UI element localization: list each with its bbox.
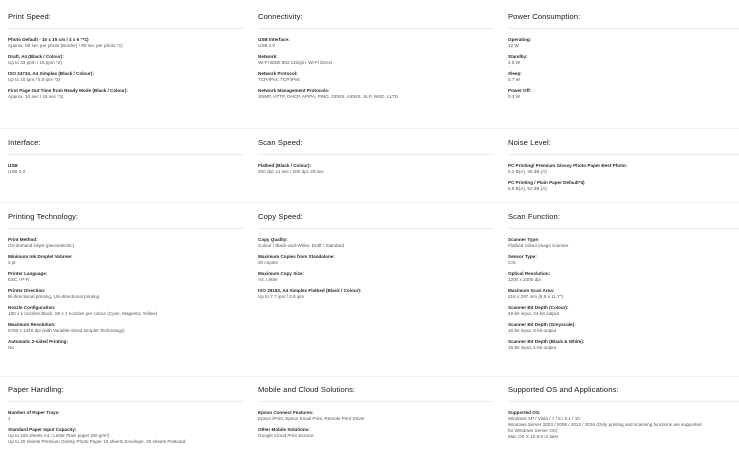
spec-item — [508, 305, 739, 317]
spec-value-line: 1 — [8, 416, 11, 421]
spec-value — [8, 260, 244, 266]
section-rule — [8, 28, 244, 29]
spec-label: Copy Quality: — [258, 237, 288, 242]
spec-label: Scanner Bit Depth (Greyscale): — [508, 322, 576, 327]
section-rule — [258, 401, 494, 402]
spec-item — [258, 254, 494, 266]
spec-value — [258, 416, 494, 422]
spec-label: Standby: — [508, 54, 528, 59]
spec-label: Power Off: — [508, 88, 532, 93]
spec-value — [8, 345, 244, 351]
spec-value-line: 48-bit input, 24-bit output — [508, 311, 559, 316]
spec-value-line: USB 2.0 — [258, 43, 276, 48]
section-rule — [258, 28, 494, 29]
spec-value — [508, 328, 739, 334]
spec-label: USB Interface: — [258, 37, 290, 42]
section-rule — [508, 401, 739, 402]
spec-value-line: 20 copies — [258, 260, 278, 265]
spec-item — [508, 271, 739, 283]
spec-item — [258, 427, 494, 439]
spec-value — [508, 60, 739, 66]
section-title: Paper Handling: — [8, 385, 64, 394]
spec-value — [258, 277, 494, 283]
spec-label: Printer Language: — [8, 271, 48, 276]
row-divider — [0, 202, 739, 203]
spec-item — [8, 339, 244, 351]
spec-label: Supported OS: — [508, 410, 541, 415]
spec-item — [8, 237, 244, 249]
spec-value — [258, 243, 494, 249]
spec-item — [8, 163, 244, 175]
spec-item — [8, 305, 244, 317]
section-title: Mobile and Cloud Solutions: — [258, 385, 356, 394]
spec-value — [8, 416, 244, 422]
section-mobile-cloud — [258, 385, 494, 444]
spec-item — [508, 180, 739, 192]
section-rule — [8, 401, 244, 402]
spec-label: Maximum Copy Size: — [258, 271, 304, 276]
spec-item — [8, 427, 244, 445]
spec-value-line: 0.7 W — [508, 77, 520, 82]
spec-item — [258, 288, 494, 300]
spec-label: Number of Paper Trays: — [8, 410, 60, 415]
spec-item — [8, 322, 244, 334]
spec-label: PC Printing / Plain Paper Default*4) — [508, 180, 585, 185]
spec-item — [8, 71, 244, 83]
spec-label: Nozzle Configuration: — [8, 305, 56, 310]
spec-value-line: Up to 20 sheets Premium Glossy Photo Paper 10 sheets Envelope, 30 sheets Postcard — [8, 439, 186, 444]
spec-label: Sensor Type: — [508, 254, 537, 259]
spec-label: Operating: — [508, 37, 532, 42]
section-noise-level — [508, 138, 739, 197]
spec-value-line: Google Cloud Print Service — [258, 433, 314, 438]
spec-value-line: Flatbed colour image scanner — [508, 243, 569, 248]
spec-value-line: 16-bit input, 1-bit output — [508, 345, 557, 350]
section-rule — [508, 28, 739, 29]
section-scan-function — [508, 212, 739, 356]
spec-item — [8, 254, 244, 266]
spec-value — [508, 294, 739, 300]
section-title: Scan Function: — [508, 212, 561, 221]
spec-value-line: 3 pl — [8, 260, 16, 265]
spec-item — [258, 37, 494, 49]
spec-value-line: 5760 x 1440 dpi (with Variable-Sized Droplet Technology) — [8, 328, 125, 333]
section-interface — [8, 138, 244, 180]
spec-value-line: Mac OS X 10.6.8 or later — [508, 434, 559, 439]
spec-value — [508, 311, 739, 317]
spec-value — [8, 433, 244, 445]
spec-label: Scanner Bit Depth (Colour): — [508, 305, 569, 310]
spec-label: Maximum Copies from Standalone: — [258, 254, 335, 259]
spec-item — [508, 254, 739, 266]
spec-value-line: Windows XP / Vista / 7 / 8 / 8.1 / 10 — [508, 416, 580, 421]
section-rule — [258, 154, 494, 155]
spec-label: Network: — [258, 54, 278, 59]
section-rule — [508, 228, 739, 229]
spec-item — [508, 288, 739, 300]
spec-value — [508, 77, 739, 83]
spec-value — [258, 260, 494, 266]
spec-value-line: Windows Server 2003 / 2008 / 2012 / 2016 (Only printing and scanning functions are supported — [508, 422, 702, 427]
spec-value-line: Approx. 69 sec per photo (Border) / 90 sec per photo *1) — [8, 43, 123, 48]
spec-value — [258, 43, 494, 49]
spec-value — [508, 94, 739, 100]
spec-value-line: USB 2.0 — [8, 169, 26, 174]
spec-value-line: Wi-Fi IEEE 802.11b/g/n, Wi-Fi Direct — [258, 60, 333, 65]
spec-label: Photo Default - 10 x 15 cm / 4 x 6 "*1) — [8, 37, 89, 42]
spec-value-line: Up to 10 ipm / 5.0 ipm *3) — [8, 77, 61, 82]
spec-value — [258, 60, 494, 66]
spec-item — [8, 88, 244, 100]
spec-value — [8, 43, 244, 49]
spec-value-line: 1200 x 2400 dpi — [508, 277, 541, 282]
spec-item — [258, 410, 494, 422]
spec-label: Draft, A4 (Black / Colour): — [8, 54, 64, 59]
spec-value — [8, 169, 244, 175]
section-rule — [8, 228, 244, 229]
spec-item — [8, 271, 244, 283]
spec-value-line: Approx. 10 sec / 16 sec *3) — [8, 94, 64, 99]
spec-value — [258, 94, 494, 100]
spec-value — [508, 169, 739, 175]
spec-item — [258, 88, 494, 100]
section-rule — [508, 154, 739, 155]
spec-value — [8, 294, 244, 300]
spec-item — [8, 410, 244, 422]
spec-label: Network Management Protocols: — [258, 88, 330, 93]
spec-value-line: 5.2 B(A), 38 dB (A) — [508, 169, 547, 174]
spec-value — [8, 94, 244, 100]
spec-value-line: On-demand inkjet (piezoelectric) — [8, 243, 75, 248]
spec-value — [258, 169, 494, 175]
spec-value — [8, 243, 244, 249]
spec-value-line: Up to 100 sheets A4 / Letter Plain paper (80 g/m²) — [8, 433, 110, 438]
spec-item — [508, 339, 739, 351]
section-title: Print Speed: — [8, 12, 51, 21]
spec-label: Minimum Ink Droplet Volume: — [8, 254, 73, 259]
spec-value-line: No — [8, 345, 14, 350]
spec-item — [508, 71, 739, 83]
section-title: Power Consumption: — [508, 12, 581, 21]
spec-label: Scanner Type: — [508, 237, 540, 242]
spec-label: Scanner Bit Depth (Black & White): — [508, 339, 585, 344]
spec-label: ISO 24734, A4 Simplex (Black / Colour): — [8, 71, 94, 76]
section-rule — [258, 228, 494, 229]
spec-label: Other Mobile Solutions: — [258, 427, 310, 432]
spec-label: PC Printing/ Premium Glossy Photo Paper Best Photo: — [508, 163, 628, 168]
spec-value — [258, 433, 494, 439]
spec-label: ISO 29183, A4 Simplex Flatbed (Black / Colour): — [258, 288, 362, 293]
spec-item — [8, 288, 244, 300]
spec-value-line: TCP/IPv4, TCP/IPv6 — [258, 77, 300, 82]
section-title: Supported OS and Applications: — [508, 385, 619, 394]
spec-value — [258, 294, 494, 300]
spec-value — [508, 186, 739, 192]
spec-item — [8, 54, 244, 66]
spec-item — [508, 237, 739, 249]
spec-value — [508, 243, 739, 249]
section-title: Copy Speed: — [258, 212, 304, 221]
section-connectivity — [258, 12, 494, 105]
spec-item — [508, 54, 739, 66]
spec-item — [8, 37, 244, 49]
spec-value — [8, 311, 244, 317]
spec-value — [508, 260, 739, 266]
spec-value — [8, 277, 244, 283]
spec-label: Network Protocol: — [258, 71, 298, 76]
spec-value-line: 16-bit input, 8-bit output — [508, 328, 557, 333]
spec-value — [508, 416, 739, 440]
spec-value — [8, 60, 244, 66]
spec-label: Sleep: — [508, 71, 522, 76]
spec-label: First Page Out Time from Ready Mode (Black / Colour): — [8, 88, 128, 93]
spec-value — [508, 277, 739, 283]
spec-item — [508, 163, 739, 175]
spec-value — [508, 43, 739, 49]
spec-item — [258, 271, 494, 283]
spec-value-line: for Windows Server OS) — [508, 428, 558, 433]
section-title: Noise Level: — [508, 138, 551, 147]
spec-value — [508, 345, 739, 351]
spec-label: Maximum Resolution: — [8, 322, 56, 327]
spec-label: USB — [8, 163, 18, 168]
spec-value-line: 12 W — [508, 43, 519, 48]
spec-value-line: 6.5 B(A), 52 dB (A) — [508, 186, 547, 191]
spec-item — [258, 237, 494, 249]
spec-value-line: Bi-directional printing, Uni-directional printing — [8, 294, 100, 299]
spec-label: Automatic 2-sided Printing: — [8, 339, 68, 344]
spec-value-line: CIS — [508, 260, 516, 265]
spec-value-line: 4.5 W — [508, 60, 520, 65]
spec-value-line: Up to 33 ppm / 15 ppm *2) — [8, 60, 62, 65]
spec-value-line: Up to 7.7 ipm / 3.8 ipm — [258, 294, 305, 299]
spec-label: Print Method: — [8, 237, 38, 242]
spec-value-line: 180 x 1 nozzles Black, 59 x 1 nozzles per colour (Cyan, Magenta, Yellow) — [8, 311, 158, 316]
spec-value-line: 0.3 W — [508, 94, 520, 99]
spec-label: Printer Direction: — [8, 288, 46, 293]
spec-item — [508, 88, 739, 100]
spec-item — [258, 71, 494, 83]
spec-value-line: 200 dpi: 11 sec / 200 dpi: 28 sec — [258, 169, 324, 174]
spec-value — [8, 77, 244, 83]
spec-value-line: ESC / P-R — [8, 277, 30, 282]
section-print-speed — [8, 12, 244, 105]
row-divider — [0, 376, 739, 377]
spec-value-line: SNMP, HTTP, DHCP, APIPA, PING, DDNS, mDNS, SLP, WSD, LLTD — [258, 94, 398, 99]
spec-label: Standard Paper Input Capacity: — [8, 427, 77, 432]
section-rule — [8, 154, 244, 155]
section-printing-technology — [8, 212, 244, 356]
spec-label: Optical Resolution: — [508, 271, 551, 276]
section-title: Scan Speed: — [258, 138, 303, 147]
spec-item — [508, 37, 739, 49]
spec-item — [258, 163, 494, 175]
spec-item — [258, 54, 494, 66]
spec-item — [508, 322, 739, 334]
spec-value-line: 216 x 297 mm (8.5 x 11.7") — [508, 294, 563, 299]
section-scan-speed — [258, 138, 494, 180]
spec-label: Maximum Scan Area: — [508, 288, 555, 293]
spec-value — [258, 77, 494, 83]
spec-value — [8, 328, 244, 334]
spec-value-line: Epson iPrint, Epson Email Print, Remote Print Driver — [258, 416, 365, 421]
section-title: Interface: — [8, 138, 41, 147]
section-title: Connectivity: — [258, 12, 303, 21]
spec-label: Epson Connect Features: — [258, 410, 314, 415]
section-power-consumption — [508, 12, 739, 105]
spec-label: Flatbed (Black / Colour): — [258, 163, 312, 168]
spec-value-line: A4, Letter — [258, 277, 278, 282]
section-copy-speed — [258, 212, 494, 305]
section-paper-handling — [8, 385, 244, 450]
section-title: Printing Technology: — [8, 212, 79, 221]
spec-item — [508, 410, 739, 440]
row-divider — [0, 128, 739, 129]
spec-value-line: Colour / Black-and-White, Draft / Standard — [258, 243, 345, 248]
section-supported-os — [508, 385, 739, 445]
